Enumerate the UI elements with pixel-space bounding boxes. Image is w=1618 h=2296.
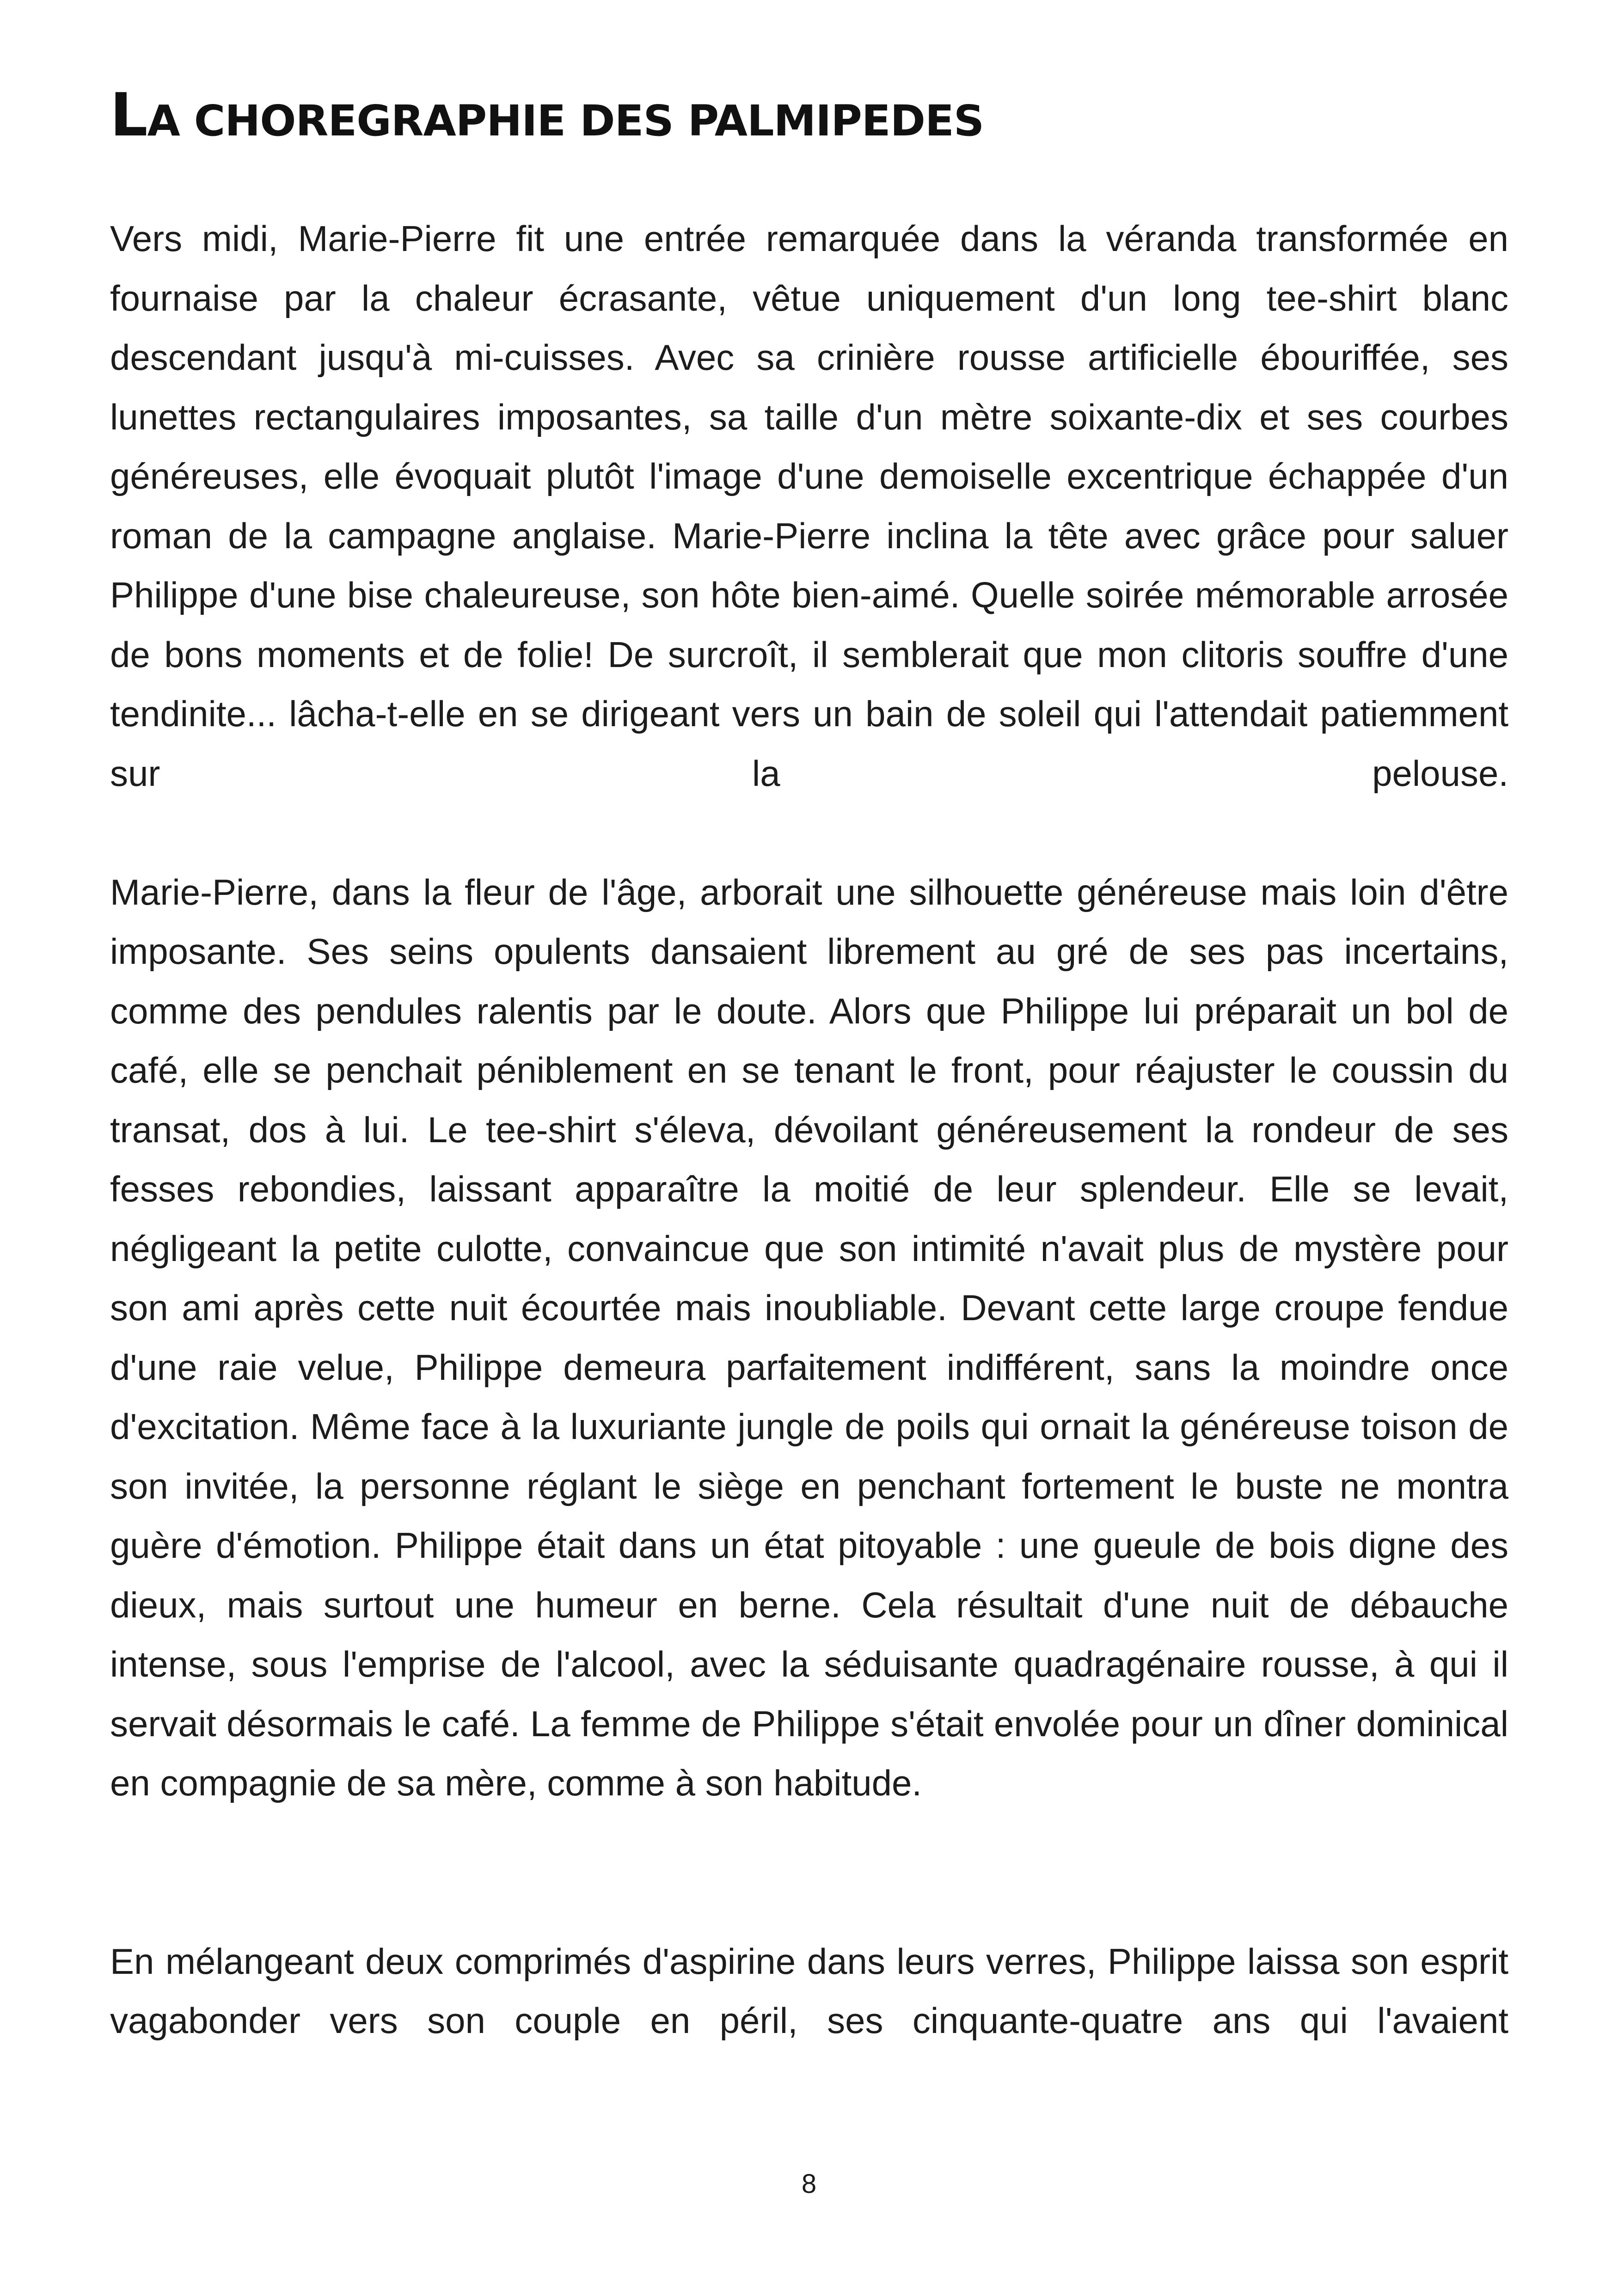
chapter-title-rest: A CHOREGRAPHIE DES PALMIPEDES	[147, 96, 984, 146]
paragraph-3: En mélangeant deux comprimés d'aspirine dans leurs verres, Philippe laissa son esprit vagabonder vers son couple en péril, ses cinquante-quatre ans qui l'avaient	[110, 1941, 1508, 2041]
paragraph-spacer	[110, 1813, 1508, 1932]
chapter-title-initial: L	[110, 81, 147, 150]
page-number: 8	[801, 2169, 817, 2199]
paragraph-spacer	[110, 803, 1508, 863]
paragraph-2: Marie-Pierre, dans la fleur de l'âge, arborait une silhouette généreuse mais loin d'être imposante. Ses seins opulents dansaient librement au gré de ses pas incertains, comme des pendules ralentis par le doute. Alors que Philippe lui préparait un bol de café, elle se penchait péniblement en se tenant le front, pour réajuster le coussin du transat, dos à lui. Le tee-shirt s'éleva, dévoilant généreusement la rondeur de ses fesses rebondies, laissant apparaître la moitié de leur splendeur. Elle se levait, négligeant la petite culotte, convaincue que son intimité n'avait plus de mystère pour son ami après cette nuit écourtée mais inoubliable. Devant cette large croupe fendue d'une raie velue, Philippe demeura parfaitement indifférent, sans la moindre once d'excitation. Même face à la luxuriante jungle de poils qui ornait la généreuse toison de son invitée, la personne réglant le siège en penchant fortement le buste ne montra guère d'émotion. Philippe était dans un état pitoyable : une gueule de bois digne des dieux, mais surtout une humeur en berne. Cela résultait d'une nuit de débauche intense, sous l'emprise de l'alcool, avec la séduisante quadragénaire rousse, à qui il servait désormais le café. La femme de Philippe s'était envolée pour un dîner dominical en compagnie de sa mère, comme à son habitude.	[110, 871, 1508, 1803]
paragraph-1: Vers midi, Marie-Pierre fit une entrée remarquée dans la véranda transformée en fournaise par la chaleur écrasante, vêtue uniquement d'un long tee-shirt blanc descendant jusqu'à mi-cuisses. Avec sa crinière rousse artificielle ébouriffée, ses lunettes rectangulaires imposantes, sa taille d'un mètre soixante-dix et ses courbes généreuses, elle évoquait plutôt l'image d'une demoiselle excentrique échappée d'un roman de la campagne anglaise. Marie-Pierre inclina la tête avec grâce pour saluer Philippe d'une bise chaleureuse, son hôte bien-aimé. Quelle soirée mémorable arrosée de bons moments et de folie! De surcroît, il semblerait que mon clitoris souffre d'une tendinite... lâcha-t-elle en se dirigeant vers un bain de soleil qui l'attendait patiemment sur la pelouse.	[110, 218, 1508, 794]
chapter-title	[110, 81, 1511, 150]
body-text	[110, 209, 1508, 2051]
